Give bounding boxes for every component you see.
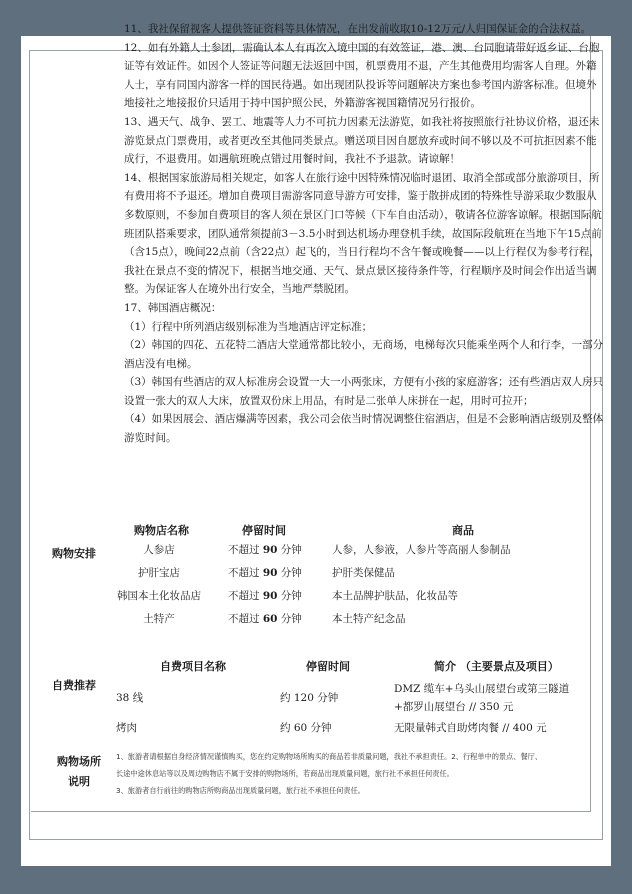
shop-row: [48, 609, 588, 629]
shop-row: [48, 586, 588, 606]
optional-time: 约 120 分钟: [280, 692, 339, 704]
shop-product: 本土品牌护肤品，化妆品等: [332, 590, 458, 602]
optional-header-name: 自费项目名称: [160, 660, 226, 673]
term-17-title: 17、韩国酒店概况：: [124, 301, 222, 314]
term-17-4: （4）如果因展会、酒店爆满等因素，我公司会依当时情况调整住宿酒店，但是不会影响酒店级别及整体游览时间。: [124, 413, 604, 445]
terms-section: [94, 20, 604, 448]
shop-product: 人参，人参液，人参片等高丽人参制品: [332, 544, 511, 556]
shop-product: 护肝类保健品: [332, 567, 395, 579]
term-17-3: （3）韩国有些酒店的双人标准房会设置一大一小两张床，方便有小孩的家庭游客；还有些酒店双人房只设置一张大的双人大床，放置双份床上用品，有时是二张单人床拼在一起，用时可拉开；: [124, 376, 604, 407]
optional-name: 烤肉: [116, 722, 137, 734]
shop-header-product: 商品: [452, 524, 474, 537]
shop-name: 护肝宝店: [138, 567, 180, 579]
shop-name: 土特产: [143, 613, 175, 625]
shop-row: [48, 540, 588, 560]
shopping-label: 购物安排: [52, 547, 96, 560]
shop-header-time: 停留时间: [242, 524, 286, 537]
term-12: 12、如有外籍人士参团，需确认本人有再次入境中国的有效签证，港、澳、台同胞请带好返乡证、台胞证等有效证件。如因个人签证等问题无法返回中国，机票费用不退，产生其他费用均需客人自理。外籍人士，享有同国内游客一样的国民待遇。如出现团队投诉等问题解决方案也参考国内游客标准。但境外地接社之地接报价只适用于持中国护照公民，外籍游客视国籍情况另行报价。: [124, 41, 600, 110]
optional-name: 38 线: [116, 692, 144, 704]
shop-time: 不超过 90 分钟: [228, 567, 302, 579]
term-11: 11、我社保留视客人提供签证资料等具体情况，在出发前收取10-12万元/人归国保证金的合法权益。: [124, 23, 592, 35]
optional-header-time: 停留时间: [306, 660, 350, 673]
optional-intro: 无限量韩式自助烤肉餐 // 400 元: [394, 722, 547, 734]
notes-text: [116, 748, 548, 799]
term-13: 13、遇天气、战争、罢工、地震等人力不可抗力因素无法游览，如我社将按照旅行社协议价格，退还未游览景点门票费用，或者更改至其他同类景点。赠送项目因自愿放弃或时间不够以及不可抗拒因素不能成行，不退费用。如遇航班晚点错过用餐时间，我社不予退款。请谅解！: [124, 115, 600, 166]
shop-header-name: 购物店名称: [134, 524, 189, 537]
optional-header-intro: 简介 （主要景点及项目）: [434, 660, 559, 673]
shop-time: 不超过 90 分钟: [228, 590, 302, 602]
optional-time: 约 60 分钟: [280, 722, 332, 734]
shop-product: 本土特产纪念品: [332, 613, 406, 625]
optional-row: [48, 718, 588, 738]
notes-label: 购物场所说明: [57, 755, 101, 788]
shop-name: 韩国本土化妆品店: [117, 590, 201, 602]
optional-intro: DMZ 缆车+乌头山展望台或第三隧道+都罗山展望台 // 350 元: [394, 683, 570, 713]
shop-time: 不超过 60 分钟: [228, 613, 302, 625]
term-14: 14、根据国家旅游局相关规定，如客人在旅行途中因特殊情况临时退团、取消全部或部分旅游项目，所有费用将不予退还。增加自费项目需游客同意导游方可安排，鉴于散拼成团的特殊性导游采取少数服从多数原则，不参加自费项目的客人须在景区门口等候（下车自由活动），敬请各位游客谅解。根据国际航班团队搭乘要求，团队通常须提前3－3.5小时到达机场办理登机手续，故国际段航班在当地下午15点前（含15点），晚间22点前（含22点）起飞的，当日行程均不含午餐或晚餐——以上行程仅为参考行程，我社在景点不变的情况下，根据当地交通、天气、景点景区接待条件等，行程顺序及时间会作出适当调整。为保证客人在境外出行安全，当地严禁脱团。: [124, 171, 602, 296]
shop-name: 人参店: [143, 544, 175, 556]
optional-row: [48, 680, 588, 720]
optional-label: 自费推荐: [52, 679, 96, 692]
term-17-2: （2）韩国的四花、五花特二酒店大堂通常都比较小，无商场，电梯每次只能乘坐两个人和行李，一部分酒店没有电梯。: [124, 339, 604, 370]
notes-line-2: 3、旅游者自行前往的购物店所购商品出现质量问题，旅行社不承担任何责任。: [116, 786, 365, 795]
shop-row: [48, 563, 588, 583]
term-17-1: （1）行程中所列酒店级别标准为当地酒店评定标准；: [124, 320, 373, 333]
shop-time: 不超过 90 分钟: [228, 544, 302, 556]
notes-line-1: 1、旅游者请根据自身经济情况谨慎购买，您在约定购物场所购买的商品若非质量问题，我社不承担责任。2、行程单中的景点、餐厅、长途中途休息站等以及周边购物店不属于安排的购物场所，若商品出现质量问题，旅行社不承担任何责任。: [116, 752, 543, 778]
